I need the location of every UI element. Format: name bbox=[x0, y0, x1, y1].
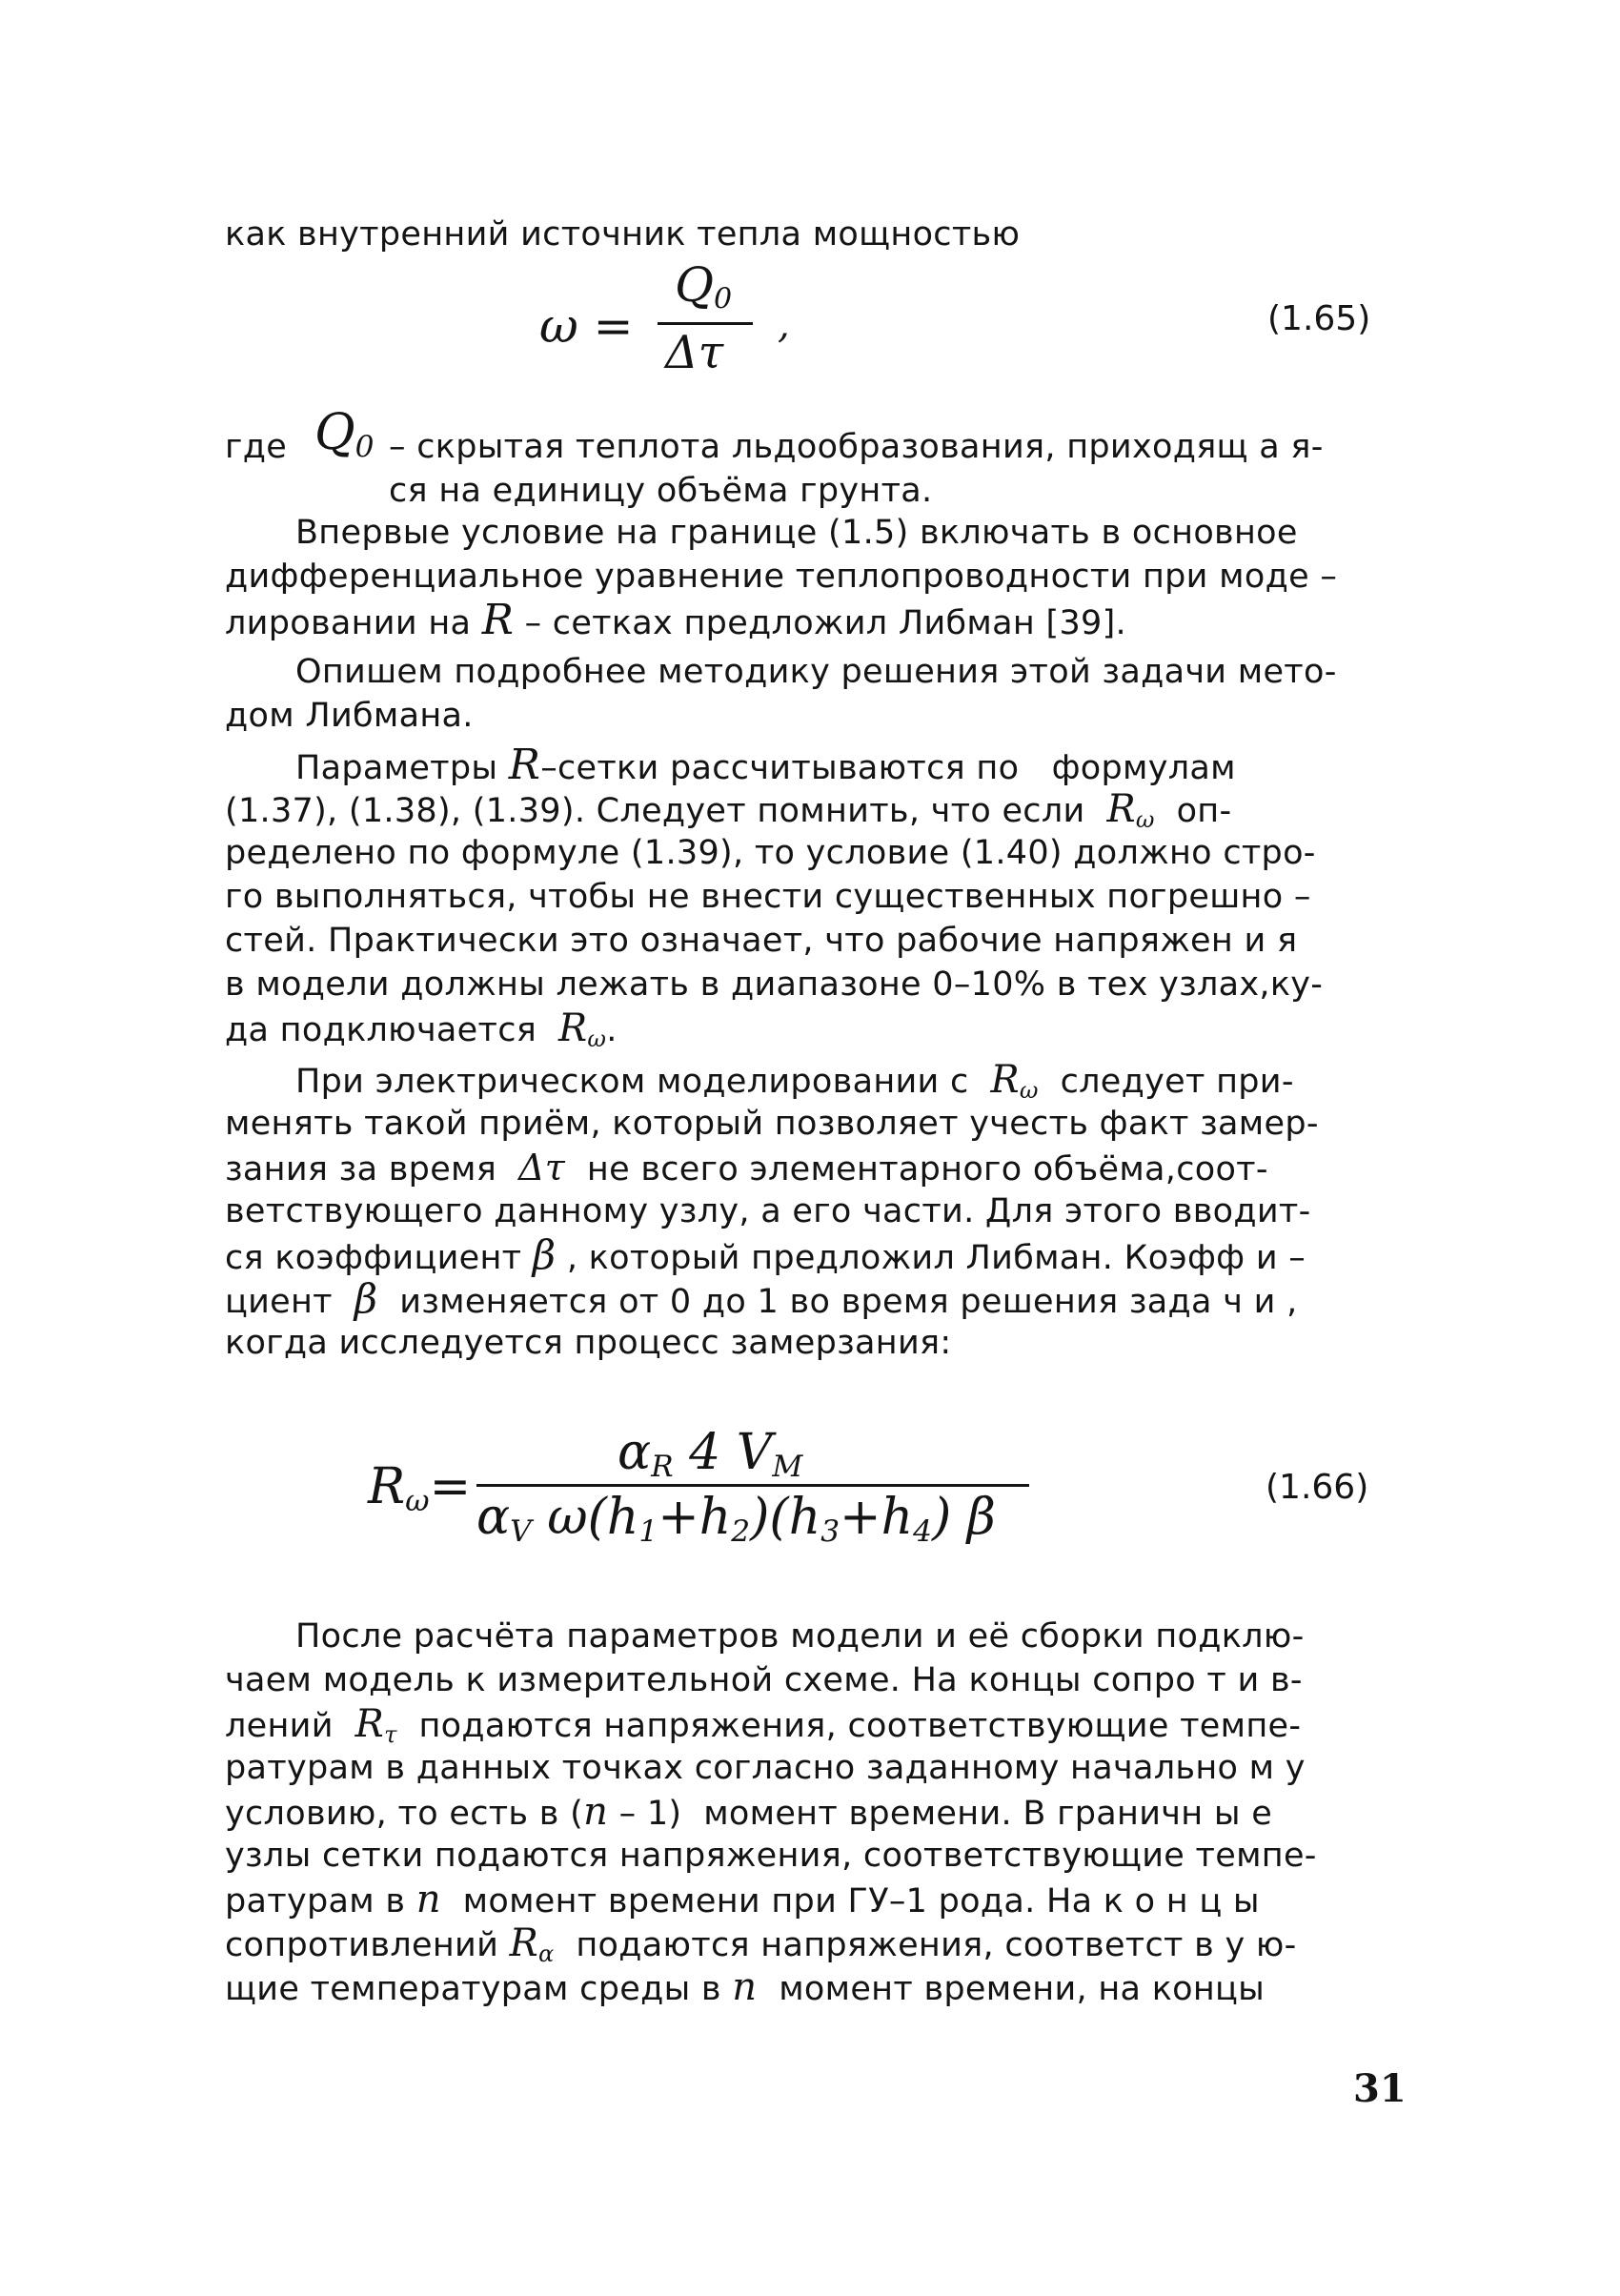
eq166-denominator bbox=[476, 1489, 996, 1549]
para2-line-1: Опишем подробнее методику решения этой задачи мето- bbox=[295, 653, 1337, 691]
eq166-den-alpha: α bbox=[476, 1489, 511, 1546]
para4-line-6 bbox=[225, 1277, 1298, 1324]
para3-line-7-text: да подключается bbox=[225, 1011, 537, 1049]
para4-line-5-symbol: β bbox=[532, 1231, 557, 1278]
eq166-den-h1-sub: 1 bbox=[638, 1514, 658, 1549]
para5-line-8-text: сопротивлений bbox=[225, 1926, 499, 1964]
eq166-den-paren-h: )(h bbox=[750, 1489, 821, 1546]
para5-line-7 bbox=[225, 1878, 1260, 1923]
para3-line-2-symbol-sub: ω bbox=[1135, 806, 1155, 833]
para5-line-8-symbol-letter: R bbox=[509, 1921, 538, 1965]
para5-line-3-symbol-sub: τ bbox=[384, 1721, 397, 1748]
eq165-numerator-sub: 0 bbox=[714, 282, 733, 316]
eq166-den-h2-sub: 2 bbox=[731, 1514, 751, 1549]
para4-line-1-symbol-letter: R bbox=[990, 1058, 1020, 1102]
para4-line-7: когда исследуется процесс замерзания: bbox=[225, 1324, 952, 1362]
eq166-den-plus-h: +h bbox=[658, 1489, 732, 1546]
where-symbol bbox=[314, 404, 374, 464]
para3-line-3: ределено по формуле (1.39), то условие (1.40) должно стро- bbox=[225, 834, 1316, 872]
para4-line-6-text: циент bbox=[225, 1283, 333, 1321]
para4-line-3-text: зания за время bbox=[225, 1150, 497, 1189]
para3-line-1-symbol: R bbox=[508, 741, 541, 789]
para5-line-7-symbol: n bbox=[415, 1878, 441, 1921]
para1-line-3-symbol: R bbox=[481, 596, 515, 644]
eq166-numerator-rest-sub: M bbox=[772, 1449, 803, 1484]
para4-line-2: менять такой приём, который позволяет учесть факт замер- bbox=[225, 1105, 1319, 1143]
eq166-den-plus-h4: +h bbox=[840, 1489, 914, 1546]
para4-line-4: ветствующего данному узлу, а его части. Для этого вводит- bbox=[225, 1192, 1311, 1230]
eq165-number: (1.65) bbox=[1267, 299, 1371, 338]
eq166-lhs-letter: R bbox=[368, 1458, 406, 1515]
para4-line-6-text-b: изменяется от 0 до 1 во время решения зада ч и , bbox=[399, 1283, 1298, 1321]
eq165-denominator: Δτ bbox=[665, 326, 724, 379]
page-number: 31 bbox=[1353, 2066, 1407, 2111]
eq166-numerator-alpha: α bbox=[618, 1424, 652, 1481]
eq165-lhs: ω = bbox=[539, 298, 634, 354]
para5-line-9-text-b: момент времени, на концы bbox=[779, 1970, 1266, 2008]
para5-line-7-text-b: момент времени при ГУ–1 рода. На к о н ц ы bbox=[462, 1882, 1260, 1920]
para5-line-5-text: условию, то есть в ( bbox=[225, 1795, 584, 1833]
para3-line-6: в модели должны лежать в диапазоне 0–10% в тех узлах,ку- bbox=[225, 965, 1324, 1004]
para1-line-3-text-b: – сетках предложил Либман [39]. bbox=[524, 604, 1126, 642]
eq165-comma: , bbox=[778, 303, 790, 347]
para5-line-8-text-b: подаются напряжения, соответст в у ю- bbox=[576, 1926, 1297, 1964]
para1-line-3-text: лировании на bbox=[225, 604, 472, 642]
para3-line-5: стей. Практически это означает, что рабочие напряжен и я bbox=[225, 922, 1298, 960]
para3-line-1-text: Параметры bbox=[295, 749, 498, 787]
eq166-den-beta: ) β bbox=[931, 1489, 996, 1546]
para5-line-7-text: ратурам в bbox=[225, 1882, 406, 1920]
para5-line-9-symbol: n bbox=[732, 1965, 758, 2009]
para5-line-5-text-b: – 1) момент времени. В граничн ы е bbox=[618, 1795, 1273, 1833]
para3-line-1-text-b: –сетки рассчитываются по формулам bbox=[540, 749, 1236, 787]
para4-line-5-text-b: , который предложил Либман. Коэфф и – bbox=[566, 1239, 1306, 1277]
where-line-1: – скрытая теплота льдообразования, приходящ а я- bbox=[389, 428, 1324, 466]
eq166-fraction-bar bbox=[476, 1484, 1029, 1487]
para3-line-7 bbox=[225, 1006, 618, 1061]
para5-line-5 bbox=[225, 1790, 1272, 1836]
para5-line-9-text: щие температурам среды в bbox=[225, 1970, 721, 2008]
para4-line-1-symbol bbox=[990, 1058, 1038, 1102]
para4-line-3-symbol: Δτ bbox=[517, 1147, 566, 1189]
para5-line-9 bbox=[225, 1965, 1265, 2011]
para5-line-4: ратурам в данных точках согласно заданному начально м у bbox=[225, 1749, 1306, 1787]
para3-line-2-text-b: оп- bbox=[1176, 792, 1232, 830]
para3-line-7-symbol bbox=[558, 1006, 606, 1050]
para4-line-3 bbox=[225, 1146, 1268, 1191]
para3-line-2-text: (1.37), (1.38), (1.39). Следует помнить, что если bbox=[225, 792, 1085, 830]
eq166-lhs-sub: ω bbox=[405, 1483, 430, 1518]
eq165-fraction-bar bbox=[658, 322, 753, 325]
para3-line-2-symbol-letter: R bbox=[1106, 787, 1136, 831]
para3-line-7-text-b: . bbox=[606, 1011, 618, 1049]
eq166-numerator-rest: 4 V bbox=[689, 1424, 773, 1481]
para3-line-1 bbox=[295, 743, 1236, 790]
intro-line: как внутренний источник тепла мощностью bbox=[225, 215, 1021, 254]
para5-line-8-symbol-sub: α bbox=[537, 1940, 555, 1967]
eq166-den-h3-sub: 3 bbox=[820, 1514, 840, 1549]
para5-line-2: чаем модель к измерительной схеме. На концы сопро т и в- bbox=[225, 1661, 1303, 1699]
para3-line-2-symbol bbox=[1106, 787, 1154, 831]
para5-line-3-text-b: подаются напряжения, соответствующие темпе- bbox=[418, 1707, 1302, 1745]
eq165-numerator bbox=[675, 257, 732, 316]
para4-line-1-text-b: следует при- bbox=[1060, 1063, 1294, 1101]
para4-line-6-symbol: β bbox=[354, 1275, 378, 1322]
para5-line-6: узлы сетки подаются напряжения, соответствующие темпе- bbox=[225, 1837, 1317, 1875]
para3-line-7-symbol-letter: R bbox=[557, 1006, 588, 1050]
para2-line-2: дом Либмана. bbox=[225, 697, 474, 735]
para4-line-1-symbol-sub: ω bbox=[1019, 1077, 1039, 1104]
para5-line-8-symbol bbox=[510, 1921, 555, 1965]
para4-line-3-text-b: не всего элементарного объёма,соот- bbox=[586, 1150, 1268, 1189]
eq166-den-h4-sub: 4 bbox=[913, 1514, 932, 1549]
para3-line-4: го выполняться, чтобы не внести существенных погрешно – bbox=[225, 878, 1311, 916]
where-prefix: где bbox=[225, 428, 288, 466]
para1-line-3 bbox=[225, 596, 1126, 645]
where-line-2: ся на единицу объёма грунта. bbox=[389, 472, 933, 510]
eq165-numerator-symbol: Q bbox=[675, 257, 714, 313]
eq166-den-alpha-sub: V bbox=[510, 1514, 532, 1549]
para1-line-1: Впервые условие на границе (1.5) включать в основное bbox=[295, 514, 1298, 552]
para5-line-3-symbol bbox=[355, 1702, 397, 1746]
eq166-number: (1.66) bbox=[1266, 1468, 1369, 1507]
eq166-den-omega-h: ω(h bbox=[547, 1489, 639, 1546]
para5-line-3-text: лений bbox=[225, 1707, 334, 1745]
para5-line-5-symbol: n bbox=[583, 1790, 609, 1834]
para4-line-5-text: ся коэффициент bbox=[225, 1239, 522, 1277]
where-symbol-letter: Q bbox=[314, 404, 355, 461]
where-symbol-sub: 0 bbox=[354, 429, 375, 464]
para5-line-3-symbol-letter: R bbox=[354, 1702, 385, 1746]
para4-line-5 bbox=[225, 1233, 1306, 1280]
para1-line-2: дифференциальное уравнение теплопроводности при моде – bbox=[225, 558, 1338, 596]
eq166-lhs bbox=[368, 1458, 471, 1518]
eq166-equals: = bbox=[429, 1458, 472, 1515]
eq166-numerator-alpha-sub: R bbox=[651, 1449, 674, 1484]
para4-line-1-text: При электрическом моделировании с bbox=[295, 1063, 969, 1101]
eq166-numerator bbox=[618, 1424, 802, 1484]
para5-line-1: После расчёта параметров модели и её сборки подклю- bbox=[295, 1617, 1305, 1656]
para3-line-7-symbol-sub: ω bbox=[587, 1026, 607, 1052]
